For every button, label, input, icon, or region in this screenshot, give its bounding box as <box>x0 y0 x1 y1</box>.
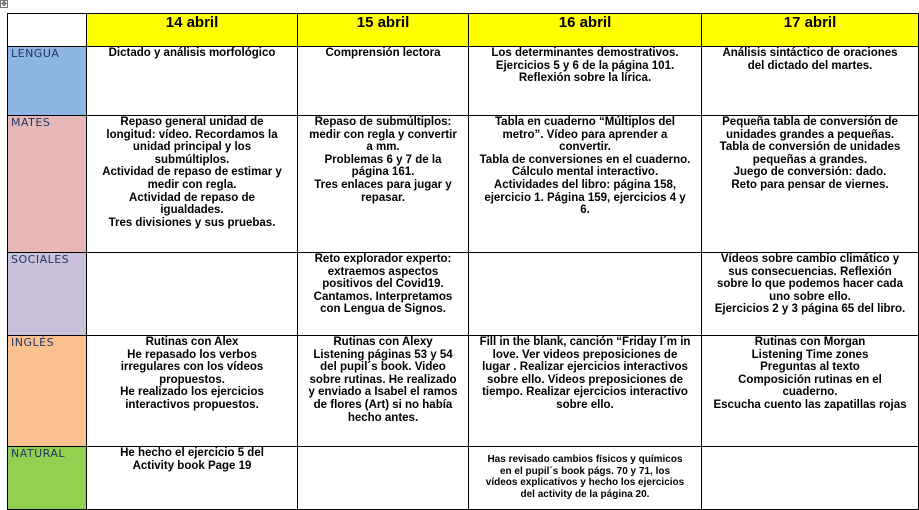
activity-line: Comprensión lectora <box>325 47 441 59</box>
activity-line: tiempo. Realizar ejercicios interactivo <box>482 386 688 399</box>
activity-line: Escucha cuento las zapatillas rojas <box>713 398 907 411</box>
activity-line: interactivos propuestos. <box>125 398 259 411</box>
activity-line: Cantamos. Interpretamos <box>313 290 453 303</box>
activity-cell[interactable] <box>469 447 702 510</box>
activity-cell[interactable] <box>469 336 702 447</box>
activity-line: del pupil´s book. Video <box>320 361 446 374</box>
activity-line: igualdades. <box>160 204 224 217</box>
activity-line: Listening Time zones <box>751 348 869 361</box>
activity-cell[interactable] <box>298 253 469 336</box>
row-mates <box>8 116 919 253</box>
activity-line: propuestos. <box>159 373 225 386</box>
activity-line: submúltiplos. <box>154 153 230 166</box>
activity-line: Activity book Page 19 <box>132 459 252 472</box>
activity-line: de flores (Art) si no había <box>313 398 453 411</box>
corner-cell <box>8 14 87 47</box>
activity-cell[interactable] <box>87 447 298 510</box>
activity-cell[interactable] <box>469 253 702 336</box>
activity-line: Actividad de repaso de <box>129 191 255 204</box>
activity-line: Vídeos sobre cambio climático y <box>720 253 900 265</box>
activity-line: uno sobre ello. <box>769 290 851 303</box>
activity-line: Tabla de conversión de unidades <box>719 141 901 154</box>
activity-line: Composición rutinas en el <box>738 373 882 386</box>
activity-line: love. Ver videos preposiciones de <box>492 348 678 361</box>
activity-line: sobre ello. Videos preposiciones de <box>487 373 683 386</box>
row-natural <box>8 447 919 510</box>
subject-label-lengua: LENGUA <box>8 47 87 116</box>
header-row <box>8 14 919 47</box>
activity-line: medir con regla. <box>147 178 237 191</box>
activity-line: del activity de la página 20. <box>520 488 650 500</box>
row-lengua <box>8 47 919 116</box>
activity-line: He realizado los ejercicios <box>120 386 264 399</box>
activity-line: ejercicio 1. Página 159, ejercicios 4 y <box>484 191 686 204</box>
row-ingles <box>8 336 919 447</box>
activity-line: a mm. <box>366 141 400 154</box>
activity-line: Actividad de repaso de estimar y <box>102 166 282 179</box>
activity-line: sobre rutinas. He realizado <box>309 373 457 386</box>
subject-label-sociales: SOCIALES <box>8 253 87 336</box>
activity-line: longitud: vídeo. Recordamos la <box>106 128 278 141</box>
activity-line: cuaderno. <box>782 386 838 399</box>
activity-line: positivos del Covid19. <box>322 278 444 291</box>
activity-cell[interactable] <box>87 47 298 116</box>
activity-line: Análisis sintáctico de oraciones <box>722 47 898 59</box>
activity-line: convertir. <box>559 141 611 154</box>
activity-cell[interactable] <box>87 336 298 447</box>
day-header: 17 abril <box>702 14 919 47</box>
activity-line: Rutinas con Alex <box>145 336 239 348</box>
day-header: 14 abril <box>87 14 298 47</box>
activity-cell[interactable] <box>702 336 919 447</box>
activity-line: Problemas 6 y 7 de la <box>324 153 442 166</box>
day-header: 16 abril <box>469 14 702 47</box>
activity-line: Reto para pensar de viernes. <box>731 178 889 191</box>
activity-line: unidad principal y los <box>132 141 252 154</box>
activity-line: del dictado del martes. <box>747 59 873 72</box>
row-sociales <box>8 253 919 336</box>
activity-line: Preguntas al texto <box>760 361 860 374</box>
activity-cell[interactable] <box>298 336 469 447</box>
activity-line: Tres divisiones y sus pruebas. <box>108 216 276 229</box>
activity-line: con Lengua de Signos. <box>320 303 446 316</box>
activity-line: Listening páginas 53 y 54 <box>313 348 453 361</box>
activity-line: irregulares con los vídeos <box>120 361 264 374</box>
activity-line: Actividades del libro: página 158, <box>493 178 677 191</box>
activity-line: unidades grandes a pequeñas. <box>725 128 895 141</box>
activity-line: página 161. <box>351 166 415 179</box>
activity-cell[interactable] <box>469 116 702 253</box>
activity-cell[interactable] <box>298 116 469 253</box>
activity-line: sobre ello. <box>556 398 614 411</box>
activity-line: Fill in the blank, canción “Friday I´m in <box>479 336 691 348</box>
activity-line: Ejercicios 2 y 3 página 65 del libro. <box>714 303 906 316</box>
activity-line: Repaso de submúltiplos: <box>314 116 452 128</box>
activity-line: Rutinas con Alexy <box>333 336 433 348</box>
activity-cell[interactable] <box>702 116 919 253</box>
subject-label-mates: MATES <box>8 116 87 253</box>
activity-line: repasar. <box>360 191 406 204</box>
activity-cell[interactable] <box>702 253 919 336</box>
activity-line: hecho antes. <box>347 411 419 424</box>
activity-line: Cálculo mental interactivo. <box>511 166 659 179</box>
activity-cell[interactable] <box>702 447 919 510</box>
subject-label-ingles: INGLÉS <box>8 336 87 447</box>
activity-line: metro”. Vídeo para aprender a <box>502 128 668 141</box>
weekly-schedule-table <box>7 13 919 510</box>
activity-line: Ejercicios 5 y 6 de la página 101. <box>495 59 675 72</box>
activity-line: Tabla en cuaderno “Múltiplos del <box>495 116 675 128</box>
activity-cell[interactable] <box>298 447 469 510</box>
activity-line: vídeos explicativos y hecho los ejercicios <box>485 477 685 488</box>
activity-line: lugar . Realizar ejercicios interactivos <box>482 361 688 374</box>
activity-line: sobre lo que podemos hacer cada <box>717 278 903 291</box>
activity-line: Reto explorador experto: <box>314 253 452 265</box>
activity-line: 6. <box>580 204 590 217</box>
activity-line: extraemos aspectos <box>327 265 439 278</box>
activity-line: Pequeña tabla de conversión de <box>722 116 898 128</box>
activity-line: en el pupil´s book págs. 70 y 71, los <box>499 465 671 477</box>
activity-cell[interactable] <box>469 47 702 116</box>
activity-line: Dictado y análisis morfológico <box>108 47 276 59</box>
activity-cell[interactable] <box>298 47 469 116</box>
activity-line: medir con regla y convertir <box>309 128 457 141</box>
activity-cell[interactable] <box>702 47 919 116</box>
activity-line: He hecho el ejercicio 5 del <box>120 447 264 459</box>
activity-line: Los determinantes demostrativos. <box>491 47 679 59</box>
activity-line: He repasado los verbos <box>127 348 257 361</box>
activity-cell[interactable] <box>87 253 298 336</box>
day-header: 15 abril <box>298 14 469 47</box>
activity-cell[interactable] <box>87 116 298 253</box>
activity-line: pequeñas a grandes. <box>752 153 868 166</box>
activity-line: Tabla de conversiones en el cuaderno. <box>479 153 691 166</box>
subject-label-natural: NATURAL <box>8 447 87 510</box>
table-move-handle-icon[interactable]: ✥ <box>1 1 7 8</box>
activity-line: y enviado a Isabel el ramos <box>308 386 458 399</box>
activity-line: Reflexión sobre la lírica. <box>518 72 652 85</box>
activity-line: Tres enlaces para jugar y <box>314 178 452 191</box>
activity-line: sus consecuencias. Reflexión <box>728 265 892 278</box>
activity-line: Has revisado cambios físicos y químicos <box>487 454 683 465</box>
activity-line: Rutinas con Morgan <box>754 336 866 348</box>
activity-line: Repaso general unidad de <box>120 116 264 128</box>
activity-line: Juego de conversión: dado. <box>733 166 887 179</box>
